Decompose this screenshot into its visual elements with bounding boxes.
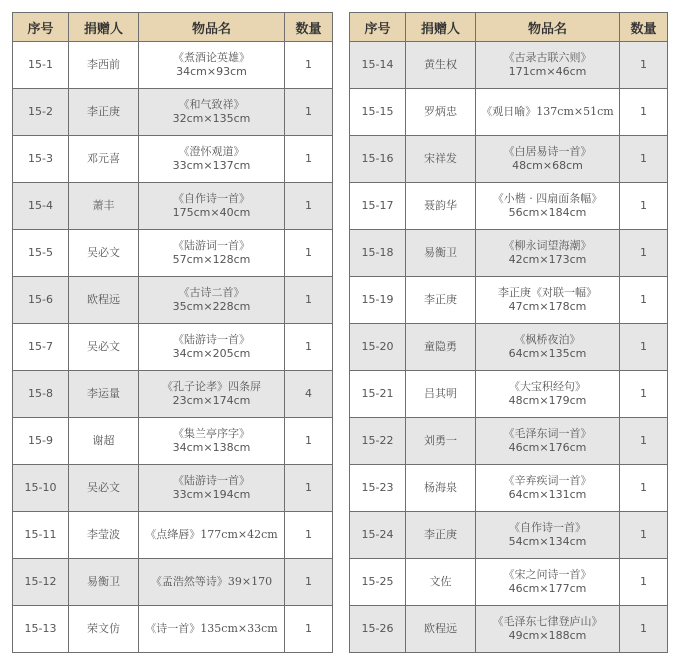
quantity-cell: 1 [620, 418, 668, 465]
item-cell [139, 512, 285, 559]
donor-cell: 李莹波 [69, 512, 139, 559]
serial-no-cell: 15-11 [13, 512, 69, 559]
header-donor: 捐赠人 [406, 13, 476, 42]
serial-no-cell: 15-25 [350, 559, 406, 606]
donor-cell: 吕其明 [406, 371, 476, 418]
table-row [13, 277, 333, 324]
donor-cell: 欧程远 [406, 606, 476, 653]
table-row [13, 418, 333, 465]
item-cell [139, 324, 285, 371]
serial-no-cell: 15-8 [13, 371, 69, 418]
serial-no-cell: 15-12 [13, 559, 69, 606]
table-row [350, 89, 668, 136]
donor-cell: 邓元喜 [69, 136, 139, 183]
serial-no-cell: 15-14 [350, 42, 406, 89]
item-size: 35cm×228cm [172, 300, 251, 313]
item-size: 34cm×93cm [176, 65, 247, 78]
quantity-cell: 1 [285, 136, 333, 183]
serial-no-cell: 15-20 [350, 324, 406, 371]
item-size: 48cm×179cm [508, 394, 587, 407]
item-title: 《煮酒论英雄》 [173, 51, 250, 64]
donor-cell: 文佐 [406, 559, 476, 606]
header-donor: 捐赠人 [69, 13, 139, 42]
donor-cell: 李正庚 [406, 277, 476, 324]
donor-cell: 欧程远 [69, 277, 139, 324]
item-title: 《小楷 · 四扇面条幅》 [492, 192, 603, 205]
header-quantity: 数量 [285, 13, 333, 42]
item-cell [139, 371, 285, 418]
item-cell [476, 418, 620, 465]
item-title: 李正庚《对联一幅》 [498, 286, 597, 299]
item-title: 《和气致祥》 [178, 98, 245, 111]
donor-cell: 杨海泉 [406, 465, 476, 512]
item-title: 《诗一首》135cm×33cm [145, 622, 278, 635]
table-row [350, 136, 668, 183]
item-size: 171cm×46cm [508, 65, 587, 78]
serial-no-cell: 15-13 [13, 606, 69, 653]
quantity-cell: 1 [620, 465, 668, 512]
table-row [13, 136, 333, 183]
serial-no-cell: 15-3 [13, 136, 69, 183]
quantity-cell: 1 [285, 42, 333, 89]
item-size: 64cm×131cm [508, 488, 587, 501]
item-size: 42cm×173cm [508, 253, 587, 266]
quantity-cell: 1 [285, 465, 333, 512]
quantity-cell: 1 [620, 606, 668, 653]
item-cell [139, 42, 285, 89]
donor-cell: 吴必文 [69, 465, 139, 512]
serial-no-cell: 15-16 [350, 136, 406, 183]
table-row [350, 230, 668, 277]
serial-no-cell: 15-5 [13, 230, 69, 277]
table-row [350, 465, 668, 512]
quantity-cell: 1 [285, 183, 333, 230]
item-title: 《自作诗一首》 [173, 192, 250, 205]
serial-no-cell: 15-26 [350, 606, 406, 653]
item-title: 《孔子论孝》四条屏 [162, 380, 261, 393]
serial-no-cell: 15-24 [350, 512, 406, 559]
serial-no-cell: 15-1 [13, 42, 69, 89]
quantity-cell: 1 [285, 606, 333, 653]
item-cell [476, 230, 620, 277]
table-row [13, 606, 333, 653]
quantity-cell: 1 [620, 512, 668, 559]
item-title: 《自作诗一首》 [509, 521, 586, 534]
serial-no-cell: 15-21 [350, 371, 406, 418]
item-title: 《点绛唇》177cm×42cm [145, 528, 278, 541]
table-row [13, 89, 333, 136]
donor-cell: 刘勇一 [406, 418, 476, 465]
item-title: 《陆游诗一首》 [173, 474, 250, 487]
item-title: 《柳永词望海潮》 [503, 239, 592, 252]
item-cell [476, 559, 620, 606]
item-size: 64cm×135cm [508, 347, 587, 360]
header-serial-no: 序号 [13, 13, 69, 42]
table-row [350, 371, 668, 418]
donor-cell: 易衡卫 [406, 230, 476, 277]
header-serial-no: 序号 [350, 13, 406, 42]
donor-cell: 黄生权 [406, 42, 476, 89]
item-size: 175cm×40cm [172, 206, 251, 219]
table-row [350, 418, 668, 465]
item-cell [139, 183, 285, 230]
item-title: 《古诗二首》 [178, 286, 245, 299]
table-header-row [350, 13, 668, 42]
serial-no-cell: 15-19 [350, 277, 406, 324]
table-header-row [13, 13, 333, 42]
table-row [13, 230, 333, 277]
item-title: 《澄怀观道》 [178, 145, 245, 158]
item-size: 46cm×177cm [508, 582, 587, 595]
item-size: 47cm×178cm [508, 300, 587, 313]
item-title: 《观日喻》137cm×51cm [481, 105, 614, 118]
donor-cell: 童隐勇 [406, 324, 476, 371]
item-cell [476, 183, 620, 230]
quantity-cell: 1 [620, 324, 668, 371]
quantity-cell: 1 [285, 230, 333, 277]
item-cell [139, 559, 285, 606]
quantity-cell: 1 [620, 559, 668, 606]
serial-no-cell: 15-7 [13, 324, 69, 371]
donor-cell: 吴必文 [69, 324, 139, 371]
table-row [13, 465, 333, 512]
quantity-cell: 1 [285, 89, 333, 136]
item-size: 46cm×176cm [508, 441, 587, 454]
donation-table-right [349, 12, 668, 653]
quantity-cell: 4 [285, 371, 333, 418]
serial-no-cell: 15-4 [13, 183, 69, 230]
quantity-cell: 1 [285, 559, 333, 606]
item-cell [139, 277, 285, 324]
item-size: 49cm×188cm [508, 629, 587, 642]
quantity-cell: 1 [285, 277, 333, 324]
item-title: 《毛泽东词一首》 [503, 427, 592, 440]
item-size: 54cm×134cm [508, 535, 587, 548]
table-row [350, 512, 668, 559]
item-size: 34cm×205cm [172, 347, 251, 360]
item-cell [139, 465, 285, 512]
item-cell [139, 606, 285, 653]
item-title: 《孟浩然等诗》39×170 [150, 575, 273, 588]
item-title: 《陆游诗一首》 [173, 333, 250, 346]
item-size: 56cm×184cm [508, 206, 587, 219]
item-cell [139, 136, 285, 183]
table-row [350, 42, 668, 89]
quantity-cell: 1 [620, 230, 668, 277]
table-row [350, 277, 668, 324]
table-row [13, 324, 333, 371]
table-row [350, 606, 668, 653]
table-row [13, 559, 333, 606]
donor-cell: 吴必文 [69, 230, 139, 277]
serial-no-cell: 15-23 [350, 465, 406, 512]
quantity-cell: 1 [285, 418, 333, 465]
serial-no-cell: 15-9 [13, 418, 69, 465]
quantity-cell: 1 [620, 42, 668, 89]
item-cell [476, 606, 620, 653]
item-cell [476, 277, 620, 324]
item-cell [139, 418, 285, 465]
item-title: 《毛泽东七律登庐山》 [492, 615, 603, 628]
donor-cell: 聂韵华 [406, 183, 476, 230]
item-size: 57cm×128cm [172, 253, 251, 266]
table-row [13, 42, 333, 89]
table-row [13, 183, 333, 230]
donor-cell: 萧丰 [69, 183, 139, 230]
donor-cell: 李西前 [69, 42, 139, 89]
item-size: 23cm×174cm [172, 394, 251, 407]
donor-cell: 李正庚 [406, 512, 476, 559]
header-item-name: 物品名 [139, 13, 285, 42]
serial-no-cell: 15-10 [13, 465, 69, 512]
item-cell [476, 512, 620, 559]
item-size: 34cm×138cm [172, 441, 251, 454]
quantity-cell: 1 [285, 324, 333, 371]
table-row [350, 324, 668, 371]
serial-no-cell: 15-22 [350, 418, 406, 465]
donor-cell: 李运量 [69, 371, 139, 418]
donor-cell: 谢超 [69, 418, 139, 465]
item-title: 《辛弃疾词一首》 [503, 474, 592, 487]
item-title: 《白居易诗一首》 [503, 145, 592, 158]
item-cell [476, 42, 620, 89]
item-title: 《大宝积经句》 [509, 380, 586, 393]
item-size: 33cm×194cm [172, 488, 251, 501]
serial-no-cell: 15-2 [13, 89, 69, 136]
table-row [13, 512, 333, 559]
donation-table-left [12, 12, 333, 653]
item-title: 《宋之问诗一首》 [503, 568, 592, 581]
serial-no-cell: 15-15 [350, 89, 406, 136]
quantity-cell: 1 [620, 277, 668, 324]
item-title: 《枫桥夜泊》 [514, 333, 581, 346]
table-row [13, 371, 333, 418]
serial-no-cell: 15-17 [350, 183, 406, 230]
quantity-cell: 1 [620, 89, 668, 136]
quantity-cell: 1 [620, 136, 668, 183]
item-title: 《古录古联六则》 [503, 51, 592, 64]
item-cell [476, 371, 620, 418]
header-item-name: 物品名 [476, 13, 620, 42]
item-cell [139, 230, 285, 277]
item-title: 《集兰亭序字》 [173, 427, 250, 440]
donor-cell: 李正庚 [69, 89, 139, 136]
table-row [350, 559, 668, 606]
donor-cell: 易衡卫 [69, 559, 139, 606]
item-size: 32cm×135cm [172, 112, 251, 125]
donor-cell: 罗炳忠 [406, 89, 476, 136]
item-cell [476, 136, 620, 183]
serial-no-cell: 15-6 [13, 277, 69, 324]
item-cell [476, 465, 620, 512]
item-cell [139, 89, 285, 136]
header-quantity: 数量 [620, 13, 668, 42]
item-size: 48cm×68cm [512, 159, 583, 172]
item-cell [476, 89, 620, 136]
item-size: 33cm×137cm [172, 159, 251, 172]
quantity-cell: 1 [620, 371, 668, 418]
donor-cell: 荣文仿 [69, 606, 139, 653]
donor-cell: 宋祥发 [406, 136, 476, 183]
quantity-cell: 1 [285, 512, 333, 559]
serial-no-cell: 15-18 [350, 230, 406, 277]
item-cell [476, 324, 620, 371]
table-row [350, 183, 668, 230]
quantity-cell: 1 [620, 183, 668, 230]
item-title: 《陆游词一首》 [173, 239, 250, 252]
